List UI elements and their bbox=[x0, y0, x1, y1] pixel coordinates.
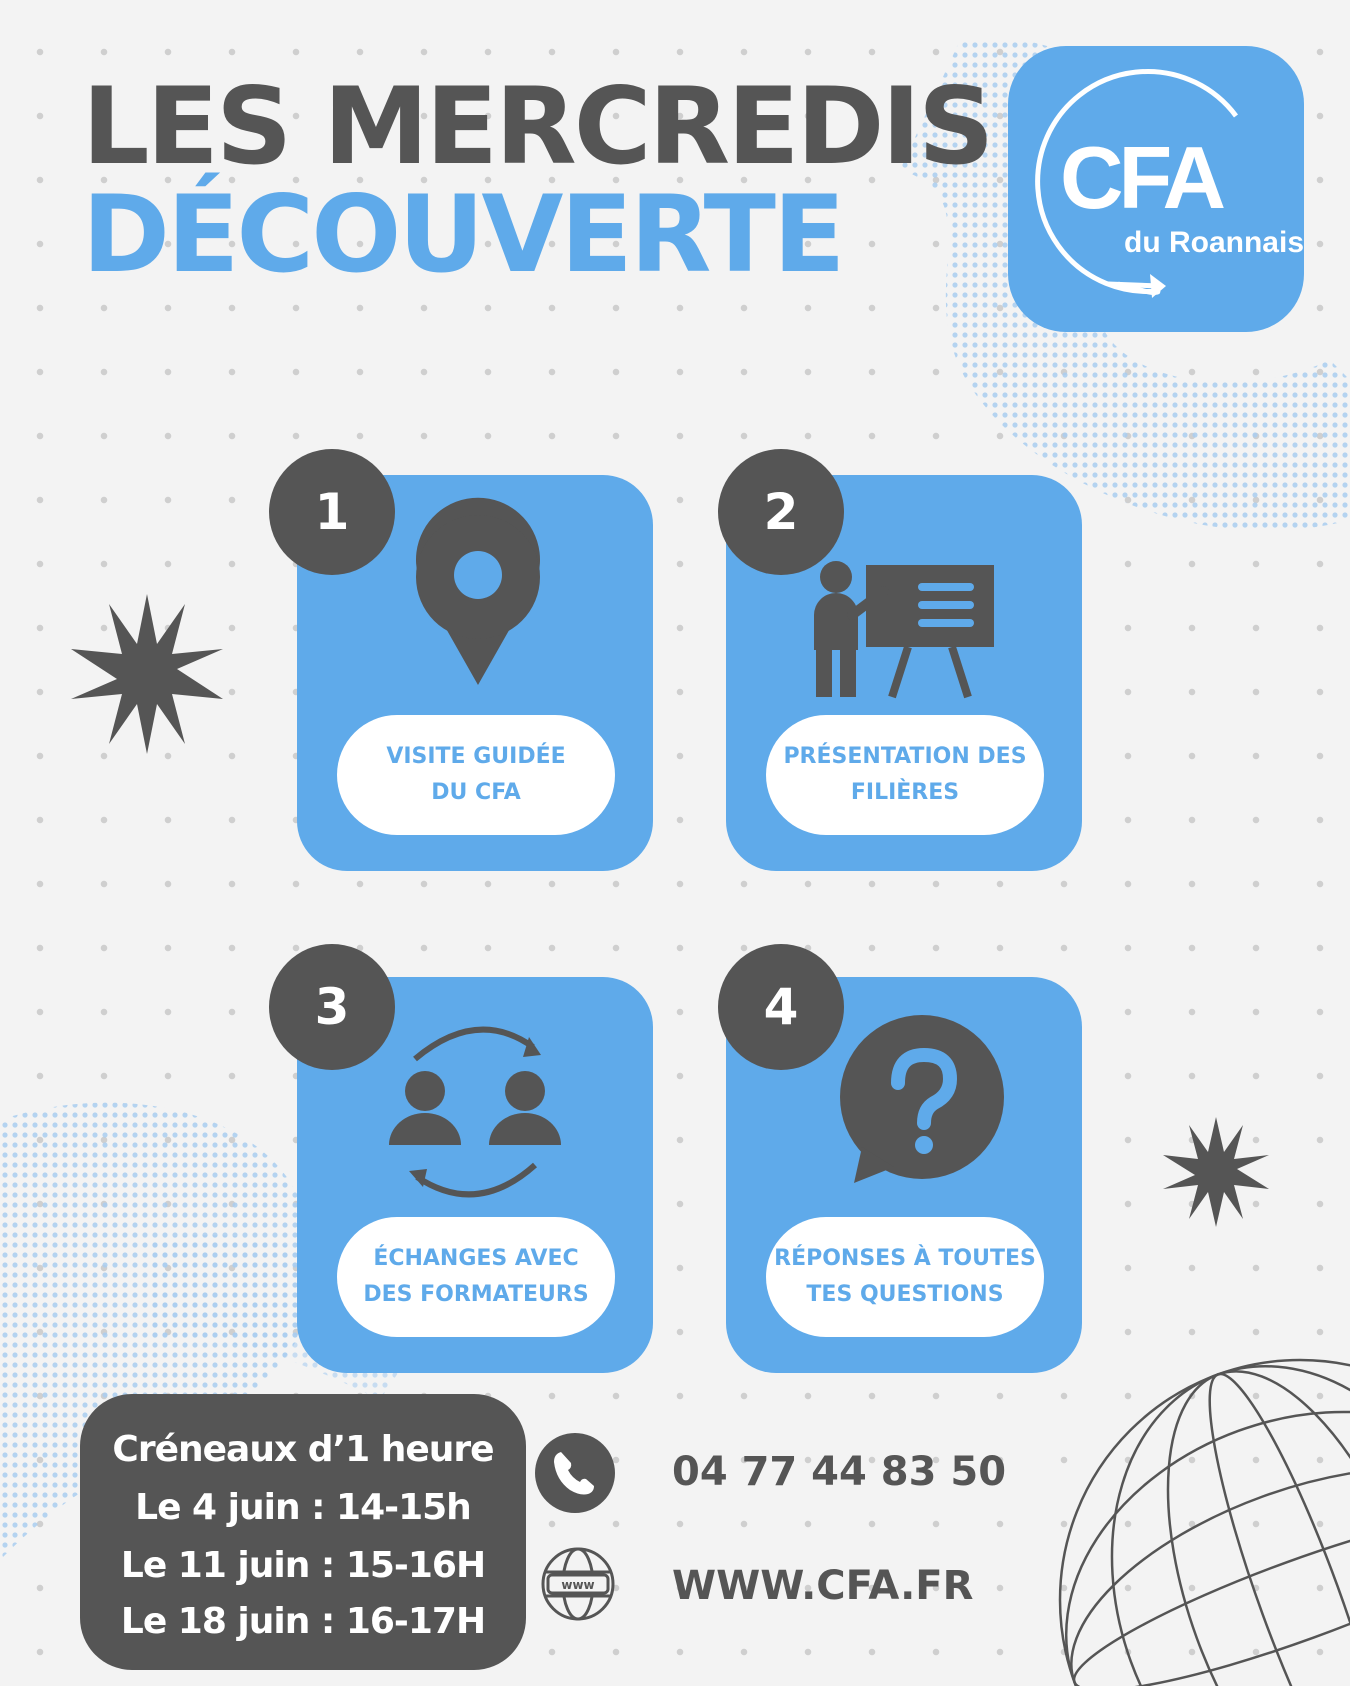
title-line-1: LES MERCREDIS bbox=[82, 65, 992, 188]
step-number-badge: 3 bbox=[269, 944, 395, 1070]
website-link[interactable]: WWW.CFA.FR bbox=[672, 1563, 974, 1609]
globe-www-icon bbox=[540, 1546, 616, 1622]
schedule-box bbox=[80, 1394, 526, 1670]
activity-label-pill bbox=[337, 1217, 615, 1337]
activity-label-pill bbox=[766, 1217, 1044, 1337]
activity-label: ÉCHANGES AVEC DES FORMATEURS bbox=[363, 1246, 589, 1307]
logo-subtitle: du Roannais bbox=[1124, 226, 1305, 259]
schedule-heading: Créneaux d’1 heure bbox=[112, 1429, 494, 1470]
schedule-slot: Le 4 juin : 14-15h bbox=[135, 1487, 471, 1528]
phone-number[interactable]: 04 77 44 83 50 bbox=[672, 1449, 1007, 1495]
activity-label: PRÉSENTATION DES FILIÈRES bbox=[783, 744, 1027, 805]
globe-www-label: www bbox=[561, 1578, 595, 1592]
starburst-icon-left bbox=[71, 594, 223, 754]
logo-name: CFA bbox=[1060, 128, 1221, 227]
activity-label-pill bbox=[766, 715, 1044, 835]
phone-icon bbox=[534, 1432, 616, 1514]
activity-label: VISITE GUIDÉE DU CFA bbox=[386, 744, 566, 805]
title-line-2: DÉCOUVERTE bbox=[82, 173, 843, 296]
activity-label: RÉPONSES À TOUTES TES QUESTIONS bbox=[774, 1246, 1036, 1307]
wireframe-globe-icon bbox=[1013, 1313, 1350, 1686]
schedule-slot: Le 18 juin : 16-17H bbox=[120, 1601, 486, 1642]
cfa-logo bbox=[1008, 46, 1304, 332]
activity-label-pill bbox=[337, 715, 615, 835]
starburst-icon-right bbox=[1163, 1117, 1269, 1227]
schedule-slot: Le 11 juin : 15-16H bbox=[120, 1545, 486, 1586]
step-number-badge: 2 bbox=[718, 449, 844, 575]
step-number-badge: 4 bbox=[718, 944, 844, 1070]
step-number-badge: 1 bbox=[269, 449, 395, 575]
